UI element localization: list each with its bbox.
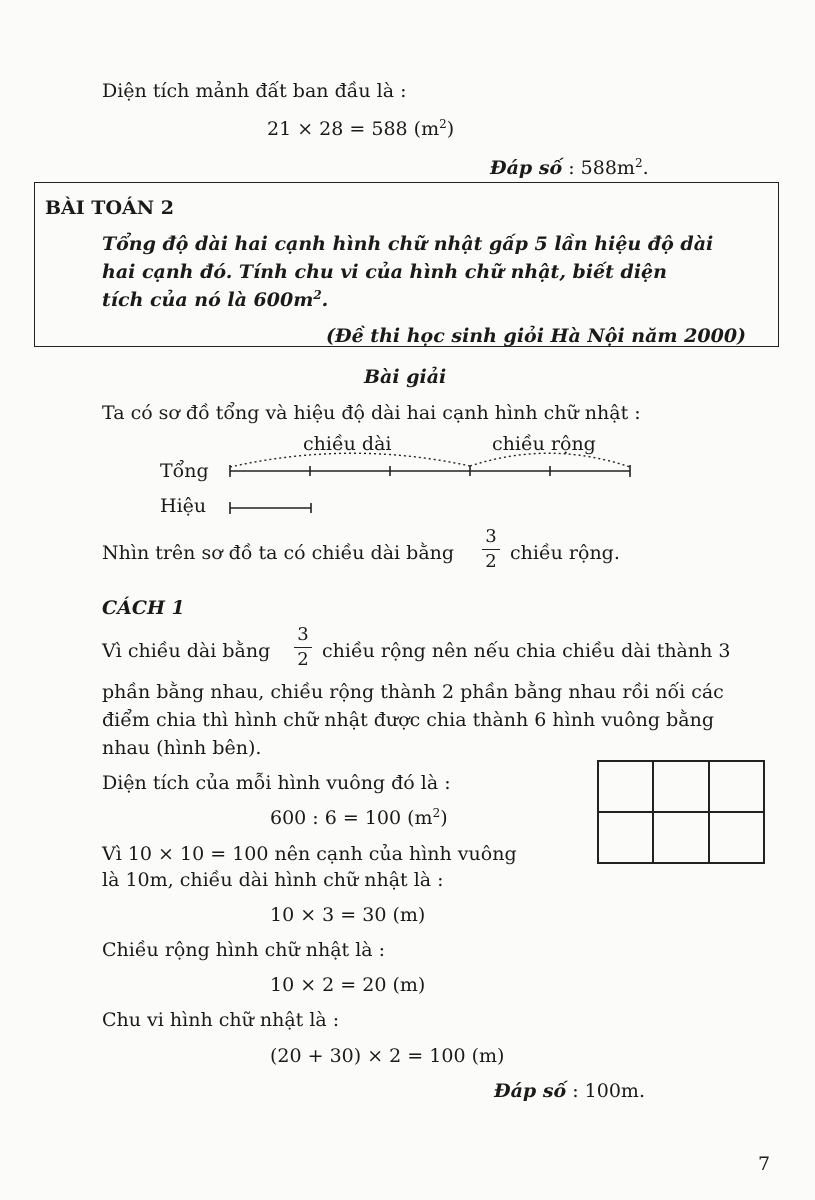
answer-final: Đáp số : 100m. xyxy=(494,1080,645,1102)
method-1-line-2: phần bằng nhau, chiều rộng thành 2 phần bằng nhau rồi nối các xyxy=(102,681,724,703)
fraction-3-2: 3 2 xyxy=(480,527,502,572)
problem-title: BÀI TOÁN 2 xyxy=(45,197,174,219)
observe-text-end: chiều rộng. xyxy=(510,542,620,564)
problem-line-3: tích của nó là $600m^2$. xyxy=(102,288,329,311)
label-length: chiều dài xyxy=(303,433,392,455)
problem-line-2: hai cạnh đó. Tính chu vi của hình chữ nhật, biết diện xyxy=(102,261,667,283)
method-1-line-4: nhau (hình bên). xyxy=(102,737,262,759)
sum-diff-diagram xyxy=(0,0,815,560)
problem-line-1: Tổng độ dài hai cạnh hình chữ nhật gấp 5 lần hiệu độ dài xyxy=(102,233,714,255)
square-area-calc: 600 : 6 = 100 $(m^2)$ xyxy=(270,806,448,829)
method-1-title: CÁCH 1 xyxy=(102,597,185,619)
area-intro: Diện tích mảnh đất ban đầu là : xyxy=(102,80,407,102)
label-diff: Hiệu xyxy=(160,495,207,517)
side-line-1: Vì 10 × 10 = 100 nên cạnh của hình vuông xyxy=(102,843,517,865)
width-intro: Chiều rộng hình chữ nhật là : xyxy=(102,939,386,961)
six-squares-figure xyxy=(597,760,765,864)
method-1-line-1-end: chiều rộng nên nếu chia chiều dài thành 3 xyxy=(322,640,731,662)
perimeter-intro: Chu vi hình chữ nhật là : xyxy=(102,1009,340,1031)
length-brace xyxy=(230,453,470,467)
observe-text: Nhìn trên sơ đồ ta có chiều dài bằng xyxy=(102,542,455,564)
method-1-line-3: điểm chia thì hình chữ nhật được chia thành 6 hình vuông bằng xyxy=(102,709,714,731)
perimeter-calc: (20 + 30) × 2 = 100 (m) xyxy=(270,1045,505,1067)
fraction-3-2: 3 2 xyxy=(292,625,314,670)
answer-top: Đáp số : $588m^2$. xyxy=(490,156,649,179)
width-brace xyxy=(470,453,630,467)
label-sum: Tổng xyxy=(160,460,209,482)
area-calculation: 21 × 28 = 588 $(m^2)$ xyxy=(267,117,455,140)
side-line-2: là 10m, chiều dài hình chữ nhật là : xyxy=(102,869,444,891)
label-width: chiều rộng xyxy=(492,433,596,455)
problem-source: (Đề thi học sinh giỏi Hà Nội năm 2000) xyxy=(326,325,747,347)
square-area-intro: Diện tích của mỗi hình vuông đó là : xyxy=(102,772,451,794)
length-calc: 10 × 3 = 30 (m) xyxy=(270,904,426,926)
solution-heading: Bài giải xyxy=(364,366,447,388)
page-number: 7 xyxy=(758,1153,771,1175)
width-calc: 10 × 2 = 20 (m) xyxy=(270,974,426,996)
solution-intro: Ta có sơ đồ tổng và hiệu độ dài hai cạnh hình chữ nhật : xyxy=(102,402,641,424)
method-1-line-1: Vì chiều dài bằng xyxy=(102,640,271,662)
